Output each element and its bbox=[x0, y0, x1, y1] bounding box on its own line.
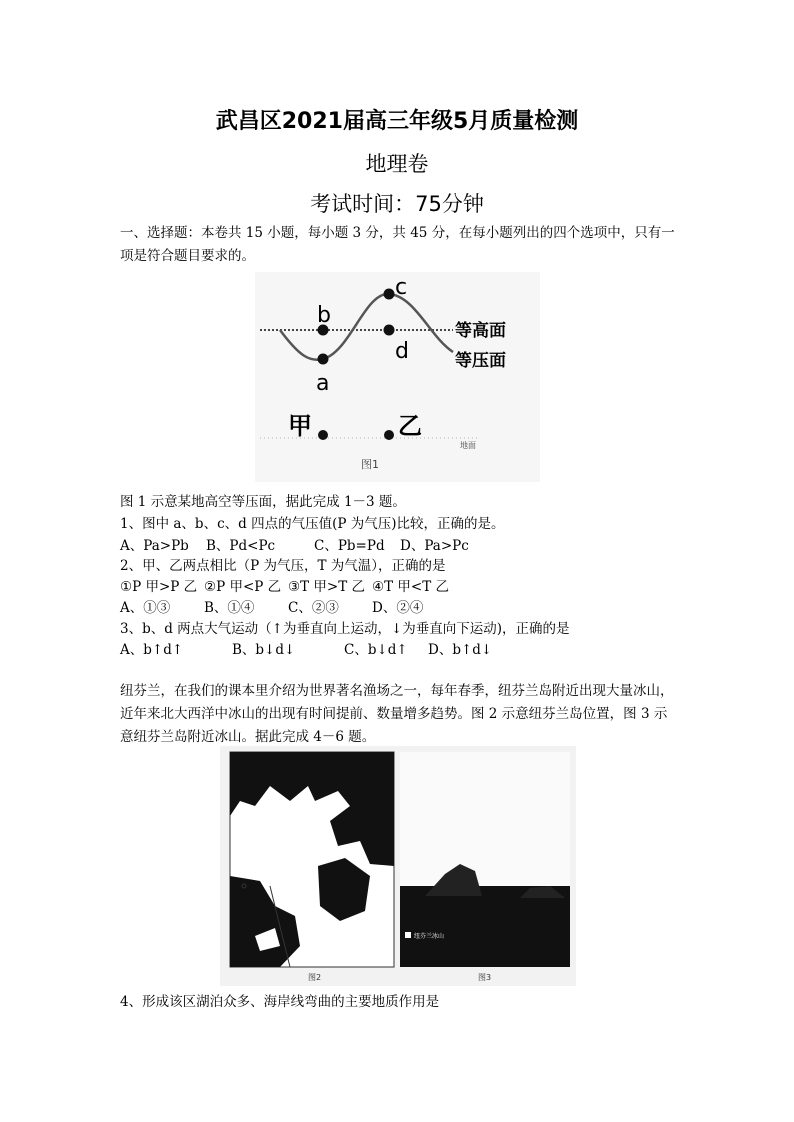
q2-option-b[interactable]: B、①④ bbox=[204, 600, 255, 616]
q3-stem: 3、b、d 两点大气运动（↑为垂直向上运动，↓为垂直向下运动)，正确的是 bbox=[120, 621, 570, 637]
q1-option-b[interactable]: B、Pd<Pc bbox=[206, 538, 276, 554]
label-d: d bbox=[395, 339, 409, 364]
figure-1-caption: 图1 bbox=[361, 458, 379, 471]
q2-statement-2: ②P 甲<P 乙 bbox=[204, 579, 282, 595]
figure-2-3-images bbox=[220, 746, 576, 986]
figure-3-inset-box bbox=[405, 932, 411, 938]
label-yi: 乙 bbox=[398, 412, 422, 440]
label-isoheight: 等高面 bbox=[455, 321, 506, 341]
q1-option-c[interactable]: C、Pb=Pd bbox=[314, 538, 385, 554]
q3-option-b[interactable]: B、b↓d↓ bbox=[232, 642, 296, 658]
figure-3-sea bbox=[400, 886, 570, 967]
section1-instructions: 一、选择题：本卷共 15 小题，每小题 3 分，共 45 分，在每小题列出的四个选项中，只有一项是符合题目要求的。 bbox=[120, 225, 675, 264]
label-ground: 地面 bbox=[460, 441, 476, 450]
exam-title: 武昌区2021届高三年级5月质量检测 bbox=[215, 109, 579, 134]
q3-options bbox=[120, 640, 700, 660]
figure-3-inset-label: 纽芬兰冰山 bbox=[414, 933, 445, 940]
point-c-dot bbox=[384, 289, 395, 300]
label-a: a bbox=[316, 371, 330, 396]
q2-statement-4: ④T 甲<T 乙 bbox=[372, 579, 450, 595]
q2-option-a[interactable]: A、①③ bbox=[120, 600, 171, 616]
label-isobar: 等压面 bbox=[455, 351, 506, 371]
q4-stem: 4、形成该区湖泊众多、海岸线弯曲的主要地质作用是 bbox=[120, 994, 440, 1010]
figure-3-caption: 图3 bbox=[478, 973, 492, 982]
q3-option-c[interactable]: C、b↓d↑ bbox=[344, 642, 408, 658]
point-a-dot bbox=[318, 354, 329, 365]
q2-statements bbox=[120, 577, 700, 597]
q3-option-a[interactable]: A、b↑d↑ bbox=[120, 642, 184, 658]
q2-statement-3: ③T 甲>T 乙 bbox=[288, 579, 366, 595]
q2-stem: 2、甲、乙两点相比（P 为气压，T 为气温），正确的是 bbox=[120, 558, 446, 574]
q1-stem: 1、图中 a、b、c、d 四点的气压值(P 为气压)比较，正确的是。 bbox=[120, 516, 505, 532]
intro-1: 图 1 示意某地高空等压面，据此完成 1－3 题。 bbox=[120, 494, 406, 510]
q2-option-c[interactable]: C、②③ bbox=[288, 600, 339, 616]
figure-2-caption: 图2 bbox=[308, 973, 322, 982]
q1-options bbox=[120, 536, 700, 556]
exam-time: 考试时间：75分钟 bbox=[310, 192, 484, 216]
q1-option-a[interactable]: A、Pa>Pb bbox=[120, 538, 189, 554]
q2-options bbox=[120, 598, 700, 618]
figure-1-background bbox=[255, 272, 540, 482]
label-jia: 甲 bbox=[288, 412, 312, 440]
point-yi-dot bbox=[384, 430, 394, 440]
q1-option-d[interactable]: D、Pa>Pc bbox=[400, 538, 469, 554]
point-jia-dot bbox=[318, 430, 328, 440]
label-c: c bbox=[395, 275, 408, 300]
q2-option-d[interactable]: D、②④ bbox=[372, 600, 424, 616]
label-b: b bbox=[317, 303, 331, 328]
intro-2: 纽芬兰，在我们的课本里介绍为世界著名渔场之一，每年春季，纽芬兰岛附近出现大量冰山，近年来北大西洋中冰山的出现有时间提前、数量增多趋势。图 2 示意纽芬兰岛位置，图 3 示意纽芬兰岛附近冰山。据此完成 4－6 题。 bbox=[120, 683, 674, 745]
point-d-dot bbox=[384, 325, 395, 336]
q2-statement-1: ①P 甲>P 乙 bbox=[120, 579, 198, 595]
q3-option-d[interactable]: D、b↑d↓ bbox=[428, 642, 493, 658]
exam-subject: 地理卷 bbox=[365, 152, 429, 176]
figure-1-isobar-diagram bbox=[255, 272, 540, 482]
